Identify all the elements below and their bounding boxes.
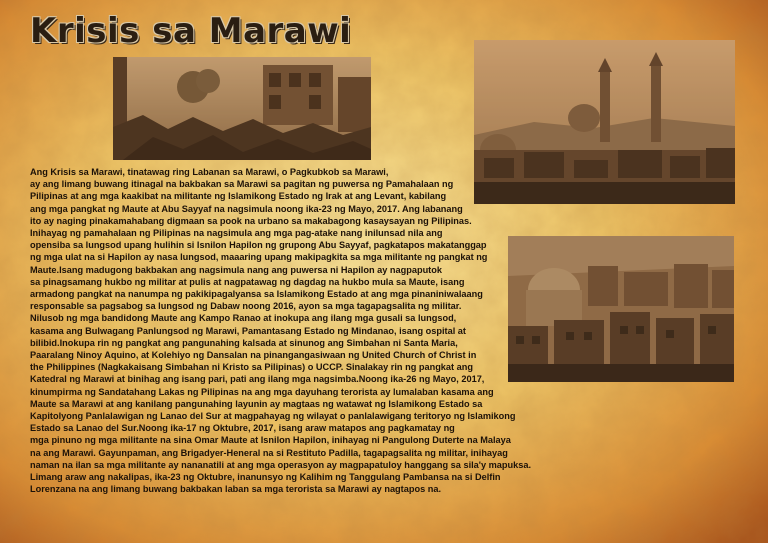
article-line: Katedral ng Marawi at binihag ang isang pari, pati ang ilang mga nagsimba.Noong ika-26 ng Mayo, 2017, <box>30 374 485 385</box>
article-line: mga pinuno ng mga militante na sina Omar Maute at Isnilon Hapilon, inihayag ni Pangulong Duterte na Malaya <box>30 435 511 446</box>
article-line: Lorenzana na ang limang buwang bakbakan laban sa mga terorista sa Marawi ay nagtapos na. <box>30 484 442 495</box>
article-body <box>30 166 570 495</box>
article-line: kasama ang Bulwagang Panlungsod ng Marawi, Pamantasang Estado ng Mindanao, isang ospital at <box>30 325 466 336</box>
article-line: sa pinagsamang hukbo ng militar at pulis at nagpatawag ng dagdag na hukbo mula sa Maute, isang <box>30 276 465 287</box>
article-line: Kapitolyong Panlalawigan ng Lanao del Sur at magpahayag ng wilayat o panlalawigang teritoryo ng Islamikong <box>30 411 516 422</box>
article-line: responsable sa pagsabog sa lungsod ng Dabaw noong 2016, ayon sa mga tagapagsalita ng militar. <box>30 301 462 312</box>
article-line: armadong pangkat na nanumpa ng pakikipagalyansa sa Islamikong Estado at ang mga pinaniniwalaang <box>30 289 483 300</box>
page-title: Krisis sa Marawi <box>30 11 352 51</box>
article-line: Maute.Isang madugong bakbakan ang nagsimula nang ang puwersa ni Hapilon ay nagpaputok <box>30 264 442 275</box>
article-line: Estado sa Lanao del Sur.Noong ika-17 ng Oktubre, 2017, isang araw matapos ang pagkamatay ng <box>30 423 455 434</box>
article-line: ang mga pangkat ng Maute at Abu Sayyaf na nagsimula noong ika-23 ng Mayo, 2017. Ang labanang <box>30 203 463 214</box>
article-line: kinumpirma ng Sandatahang Lakas ng Pilipinas na ang mga dayuhang terorista ay lumalaban kasama ang <box>30 386 494 397</box>
article-line: opensiba sa lungsod upang hulihin si Isnilon Hapilon ng grupong Abu Sayyaf, pagkatapos makatanggap <box>30 240 487 251</box>
article-line: Ang Krisis sa Marawi, tinatawag ring Labanan sa Marawi, o Pagkubkob sa Marawi, <box>30 167 389 177</box>
article-line: Limang araw ang nakalipas, ika-23 ng Oktubre, inanunsyo ng Kalihim ng Tanggulang Pambansa na si Delfin <box>30 472 501 483</box>
article-line: ay ang limang buwang itinagal na bakbakan sa Marawi sa pagitan ng puwersa ng Pamahalaan ng <box>30 179 454 190</box>
photo-rubble <box>113 57 371 160</box>
article-line: Paaralang Ninoy Aquino, at Kolehiyo ng Dansalan na pinangangasiwaan ng United Church of Christ in <box>30 350 477 361</box>
article-line: Nilusob ng mga bandidong Maute ang Kampo Ranao at inokupa ang ilang mga gusali sa lungsod, <box>30 313 457 324</box>
article-line: naman na ilan sa mga militante ay nananatili at ang mga operasyon ay magpapatuloy hanggang sa sila'y mapuksa. <box>30 459 532 470</box>
article-line: Inihayag ng pamahalaan ng Pilipinas na nagsimula ang mga pag-atake nang inilunsad nila ang <box>30 228 443 239</box>
article-line: ito ay naging pinakamahabang digmaan sa pook na urbano sa makabagong kasaysayan ng Pilipinas. <box>30 215 472 226</box>
article-line: na ang Marawi. Gayunpaman, ang Brigadyer-Heneral na si Restituto Padilla, tagapagsalita ng militar, inihayag <box>30 447 508 458</box>
article-line: Maute sa Marawi at ang kanilang pangunahing layunin ay magtaas ng watawat ng Islamikong Estado sa <box>30 398 483 409</box>
article-line: bilibid.Inokupa rin ng pangkat ang pangunahing kalsada at sinunog ang Simbahan ni Santa Maria, <box>30 337 458 348</box>
article-line: the Philippines (Nagkakaisang Simbahan ni Kristo sa Pilipinas) o UCCP. Sinalakay rin ng pangkat ang <box>30 362 473 373</box>
article-line: ng mga ulat na si Hapilon ay nasa lungsod, maaaring upang makipagkita sa mga militante ng pangkat ng <box>30 252 488 263</box>
article-line: Pilipinas at ang mga kaakibat na militante ng Islamikong Estado ng Irak at ang Levant, kabilang <box>30 191 447 202</box>
